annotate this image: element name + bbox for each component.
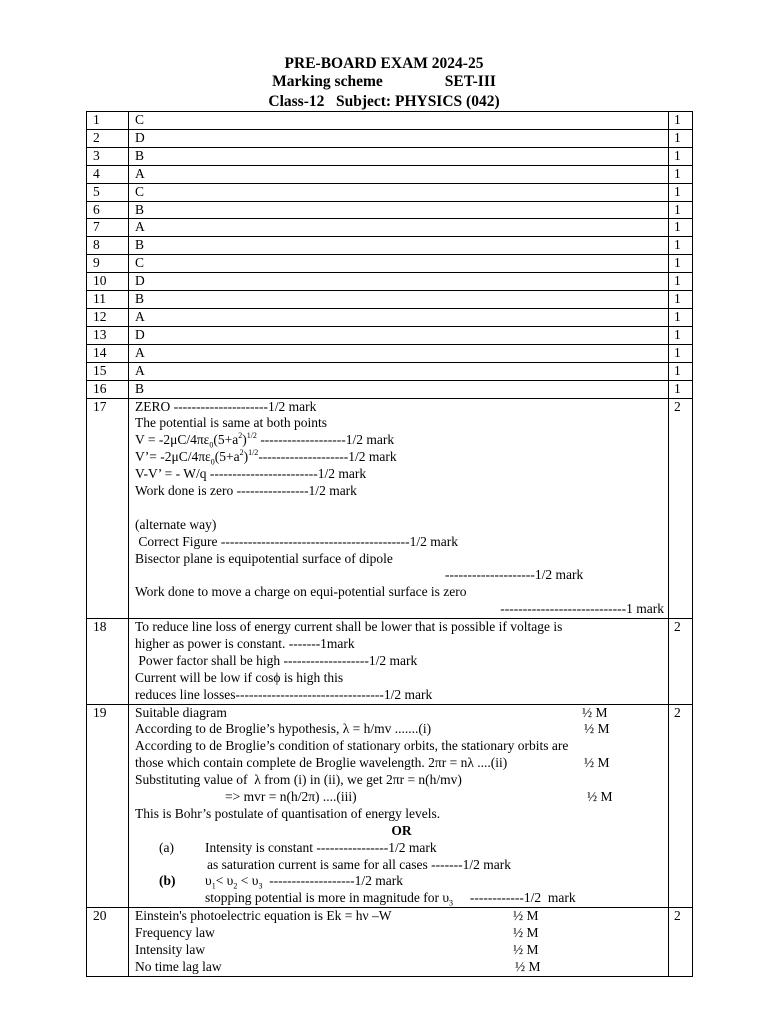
answer-cell (129, 619, 669, 704)
marks-cell: 1 (669, 362, 693, 380)
marks-cell: 1 (669, 291, 693, 309)
marking-scheme-table (86, 111, 693, 977)
question-number: 20 (87, 908, 129, 977)
answer-line: Intensity law ½ M (135, 942, 539, 957)
table-row (87, 112, 693, 130)
half-mark: ½ M (513, 925, 539, 941)
answer-line: ZERO ---------------------1/2 mark (135, 398, 317, 414)
question-number: 16 (87, 380, 129, 398)
answer-cell: A (129, 165, 669, 183)
answer-cell (129, 908, 669, 977)
blank-line (135, 500, 668, 517)
question-number: 15 (87, 362, 129, 380)
marks-cell: 1 (669, 344, 693, 362)
half-mark: ½ M (582, 704, 608, 720)
answer-cell: D (129, 326, 669, 344)
half-mark: ½ M (584, 721, 610, 737)
table-row (87, 362, 693, 380)
question-number: 19 (87, 704, 129, 908)
answer-cell: D (129, 129, 669, 147)
marks-cell: 2 (669, 619, 693, 704)
answer-cell: B (129, 201, 669, 219)
marks-cell: 1 (669, 273, 693, 291)
answer-line: those which contain complete de Broglie wavelength. 2πr = nλ ....(ii) ½ M (135, 755, 610, 771)
or-separator: OR (391, 822, 412, 838)
answer-line: reduces line losses---------------------------------1/2 mark (135, 686, 433, 702)
marks-cell: 1 (669, 183, 693, 201)
answer-line: Work done to move a charge on equi-potential surface is zero (135, 584, 467, 600)
marks-cell: 1 (669, 165, 693, 183)
answer-line: According to de Broglie’s hypothesis, λ = h/mv .......(i) ½ M (135, 721, 610, 737)
answer-cell: B (129, 147, 669, 165)
table-row (87, 291, 693, 309)
answer-line: According to de Broglie’s condition of stationary orbits, the stationary orbits are (135, 738, 569, 754)
question-number: 9 (87, 255, 129, 273)
question-number: 12 (87, 308, 129, 326)
answer-line: (a) Intensity is constant ----------------1/2 mark (159, 839, 437, 855)
marks-cell: 1 (669, 326, 693, 344)
table-row (87, 147, 693, 165)
mcq-rows (87, 112, 693, 399)
answer-cell (129, 398, 669, 619)
marks-cell: 1 (669, 201, 693, 219)
table-row (87, 326, 693, 344)
answer-line: --------------------1/2 mark (445, 567, 584, 583)
answer-cell: C (129, 112, 669, 130)
answer-line: => mvr = n(h/2π) ....(iii) ½ M (225, 788, 613, 804)
table-row-q18 (87, 619, 693, 704)
scheme-label: Marking scheme (272, 73, 383, 90)
half-mark: ½ M (587, 788, 613, 804)
answer-line: Power factor shall be high -------------------1/2 mark (135, 652, 418, 668)
question-number: 5 (87, 183, 129, 201)
answer-line: higher as power is constant. -------1mark (135, 635, 355, 651)
half-mark: ½ M (513, 908, 539, 924)
marks-cell: 1 (669, 380, 693, 398)
answer-line: ----------------------------1 mark (500, 601, 664, 617)
answer-cell: B (129, 237, 669, 255)
question-number: 8 (87, 237, 129, 255)
answer-line: The potential is same at both points (135, 415, 327, 431)
half-mark: ½ M (584, 755, 610, 771)
table-row (87, 237, 693, 255)
answer-line: This is Bohr’s postulate of quantisation of energy levels. (135, 805, 441, 821)
answer-line: Correct Figure ------------------------------------------1/2 mark (135, 533, 459, 549)
table-row (87, 380, 693, 398)
answer-cell: A (129, 362, 669, 380)
answer-line: Substituting value of λ from (i) in (ii), we get 2πr = n(h/mv) (135, 772, 462, 788)
table-row (87, 165, 693, 183)
question-number: 10 (87, 273, 129, 291)
answer-cell: A (129, 308, 669, 326)
set-label: SET-III (444, 73, 496, 90)
answer-line: To reduce line loss of energy current shall be lower that is possible if voltage is (135, 619, 563, 635)
answer-cell: C (129, 183, 669, 201)
question-number: 6 (87, 201, 129, 219)
marks-cell: 1 (669, 308, 693, 326)
question-number: 18 (87, 619, 129, 704)
marks-cell: 1 (669, 129, 693, 147)
answer-cell (129, 704, 669, 908)
question-number: 4 (87, 165, 129, 183)
table-row (87, 344, 693, 362)
table-row (87, 183, 693, 201)
marks-cell: 2 (669, 908, 693, 977)
question-number: 3 (87, 147, 129, 165)
answer-line: No time lag law ½ M (135, 958, 541, 974)
question-number: 17 (87, 398, 129, 619)
answer-line: V’= $-2\mu C/4\pi\varepsilon_0(5+a^2)^{1/2}--------------------1/2$ mark (135, 448, 397, 467)
exam-title: PRE-BOARD EXAM 2024-25 (284, 55, 484, 72)
table-row-q19 (87, 704, 693, 908)
table-row-q17 (87, 398, 693, 619)
table-row (87, 219, 693, 237)
answer-line: $V = -2\mu C/4\pi\varepsilon_0(5+a^2)^{1/2}$ -------------------1/2 mark (135, 431, 395, 450)
question-number: 2 (87, 129, 129, 147)
answer-line: (alternate way) (135, 516, 217, 532)
answer-line: Suitable diagram ½ M (135, 704, 608, 720)
answer-cell: D (129, 273, 669, 291)
question-number: 7 (87, 219, 129, 237)
marks-cell: 1 (669, 255, 693, 273)
question-number: 11 (87, 291, 129, 309)
answer-line: stopping potential is more in magnitude for $\upsilon_3$ ------------1/2 mark (205, 890, 576, 908)
answer-line: Current will be low if cosϕ is high this (135, 669, 344, 685)
question-number: 14 (87, 344, 129, 362)
table-row (87, 201, 693, 219)
question-number: 1 (87, 112, 129, 130)
answer-line: Work done is zero ----------------1/2 mark (135, 482, 357, 498)
table-row (87, 308, 693, 326)
answer-line: Einstein's photoelectric equation is Ek = hν –W ½ M (135, 908, 539, 924)
answer-cell: B (129, 380, 669, 398)
half-mark: ½ M (515, 958, 541, 974)
question-number: 13 (87, 326, 129, 344)
table-row-q20 (87, 908, 693, 977)
scheme-set-line (0, 73, 768, 91)
answer-cell: B (129, 291, 669, 309)
answer-line: Bisector plane is equipotential surface of dipole (135, 550, 393, 566)
marks-cell: 2 (669, 398, 693, 619)
answer-line: Frequency law ½ M (135, 925, 539, 941)
table-row (87, 273, 693, 291)
marks-cell: 1 (669, 219, 693, 237)
answer-line: (b) $\upsilon_1< \upsilon_2 < \upsilon_3$ -------------------1/2 mark (159, 873, 403, 892)
answer-line: as saturation current is same for all cases -------1/2 mark (207, 856, 512, 872)
answer-cell: A (129, 344, 669, 362)
answer-cell: A (129, 219, 669, 237)
table-row (87, 129, 693, 147)
half-mark: ½ M (513, 942, 539, 957)
marks-cell: 1 (669, 147, 693, 165)
answer-line: V-V’ = - W/q ------------------------1/2 mark (135, 466, 367, 482)
class-subject-line: Class-12 Subject: PHYSICS (042) (268, 93, 500, 110)
marks-cell: 1 (669, 237, 693, 255)
table-row (87, 255, 693, 273)
marks-cell: 1 (669, 112, 693, 130)
answer-cell: C (129, 255, 669, 273)
marks-cell: 2 (669, 704, 693, 908)
